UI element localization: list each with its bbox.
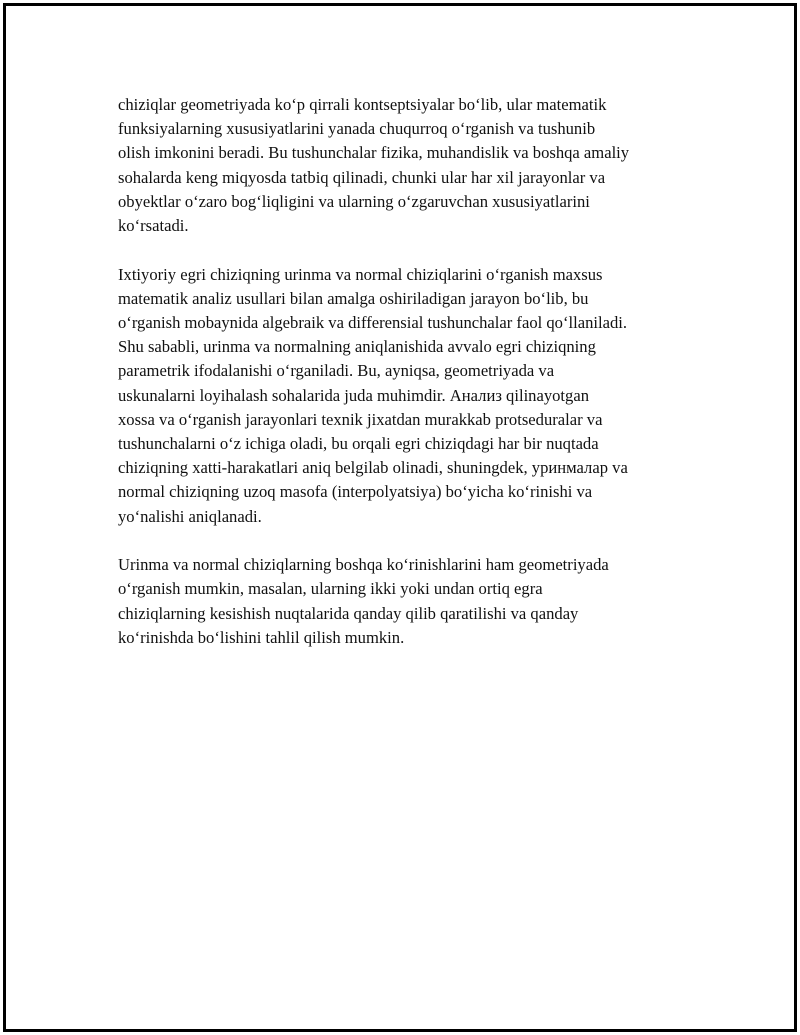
text-line: yo‘nalishi aniqlanadi. [118,506,262,526]
text-line: Ixtiyoriy egri chiziqning urinma va normal chiziqlarini o‘rganish maxsus [118,264,603,284]
text-line: ko‘rinishda bo‘lishini tahlil qilish mumkin. [118,627,405,647]
text-line: ko‘rsatadi. [118,216,189,236]
text-line: matematik analiz usullari bilan amalga oshiriladigan jarayon bo‘lib, bu [118,288,589,308]
text-line: obyektlar o‘zaro bog‘liqligini va ularning o‘zgaruvchan xususiyatlarini [118,191,590,211]
paragraph-2 [118,263,693,529]
document-body [118,93,693,674]
text-line: normal chiziqning uzoq masofa (interpolyatsiya) bo‘yicha ko‘rinishi va [118,482,593,502]
text-line: tushunchalarni o‘z ichiga oladi, bu orqali egri chiziqdagi har bir nuqtada [118,434,599,454]
text-line: funksiyalarning xususiyatlarini yanada chuqurroq o‘rganish va tushunib [118,119,596,139]
text-line: uskunalarni loyihalash sohalarida juda muhimdir. Анализ qilinayotgan [118,385,590,405]
text-line: o‘rganish mobaynida algebraik va differensial tushunchalar faol qo‘llaniladi. [118,313,628,333]
text-line: parametrik ifodalanishi o‘rganiladi. Bu, ayniqsa, geometriyada va [118,361,555,381]
text-line: chiziqlarning kesishish nuqtalarida qanday qilib qaratilishi va qanday [118,603,579,623]
text-line: sohalarda keng miqyosda tatbiq qilinadi, chunki ular har xil jarayonlar va [118,167,606,187]
text-line: xossa va o‘rganish jarayonlari texnik jixatdan murakkab protseduralar va [118,409,603,429]
text-line: chiziqlar geometriyada ko‘p qirrali kontseptsiyalar bo‘lib, ular matematik [118,95,607,114]
text-line: chiziqning xatti-harakatlari aniq belgilab olinadi, shuningdek, уринмалар va [118,458,628,478]
text-line: o‘rganish mumkin, masalan, ularning ikki yoki undan ortiq egra [118,579,543,599]
paragraph-1 [118,93,693,238]
text-line: Urinma va normal chiziqlarning boshqa ko‘rinishlarini ham geometriyada [118,555,609,575]
text-line: Shu sababli, urinma va normalning aniqlanishida avvalo egri chiziqning [118,337,596,357]
paragraph-3 [118,553,693,650]
text-line: olish imkonini beradi. Bu tushunchalar fizika, muhandislik va boshqa amaliy [118,143,630,163]
